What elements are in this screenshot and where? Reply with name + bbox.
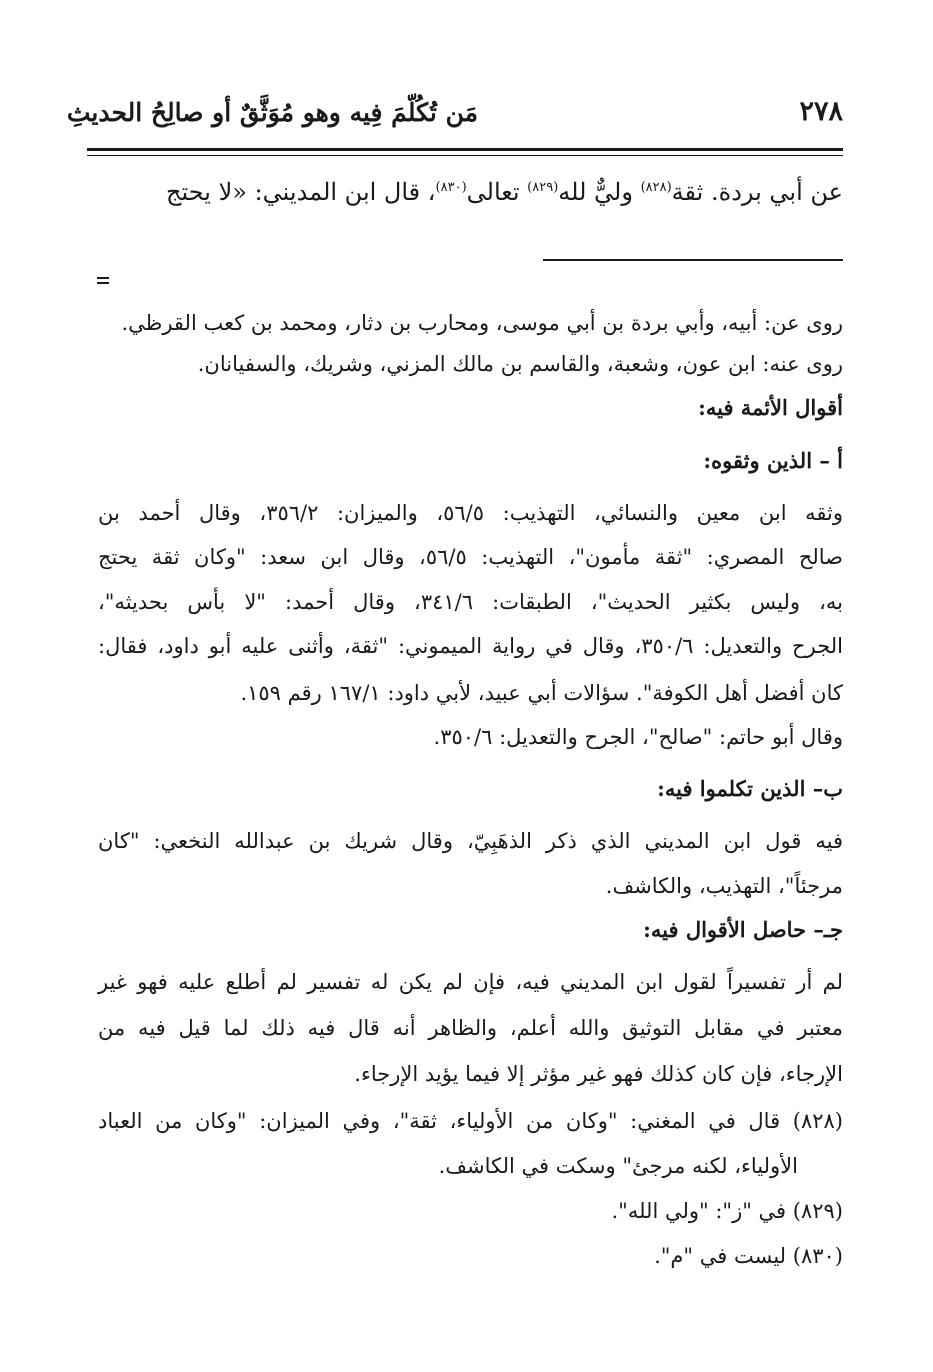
footnote-828-line1: (٨٢٨) قال في المغني: "وكان من الأولياء، ثقة"، وفي الميزان: "وكان من العباد: [98, 1109, 843, 1133]
main-text-part3: تعالى: [466, 178, 528, 206]
footnote-ref-828: (٨٢٨): [640, 180, 672, 195]
section-c-line: الإرجاء، فإن كان كذلك فهو غير مؤثر إلا فيما يؤيد الإرجاء.: [354, 1062, 843, 1086]
page-number: ٢٧٨: [799, 96, 843, 127]
section-a-line: صالح المصري: "ثقة مأمون"، التهذيب: ٥٦/٥، وقال ابن سعد: "وكان ثقة يحتج: [98, 545, 844, 569]
section-a-line: كان أفضل أهل الكوفة". سؤالات أبي عبيد، لأبي داود: ١٦٧/١ رقم ١٥٩.: [240, 681, 843, 705]
narrated-from: روى عن: أبيه، وأبي بردة بن أبي موسى، ومحارب بن دثار، ومحمد بن كعب القرظي.: [121, 311, 843, 335]
footnote-829: (٨٢٩) في "ز": "ولي الله".: [611, 1199, 843, 1223]
section-c-line: لم أر تفسيراً لقول ابن المديني فيه، فإن لم يكن له تفسير لم أطلع عليه فهو غير: [98, 970, 843, 994]
running-header-title: مَن تُكُلّمَ فِيه وهو مُوَثَّقٌ أو صالِحُ الحديثِ: [66, 98, 478, 127]
section-a-line: به، وليس بكثير الحديث"، الطبقات: ٣٤١/٦، وقال أحمد: "لا بأس بحديثه"،: [98, 590, 844, 614]
heading-section-b: ب– الذين تكلموا فيه:: [657, 776, 843, 801]
main-text-line: [166, 178, 843, 206]
section-c-line: معتبر في مقابل التوثيق والله أعلم، والظاهر أنه قال فيه ذلك لما قيل فيه من: [98, 1016, 843, 1040]
header-rule-thin: [87, 155, 843, 156]
footnote-ref-829: (٨٢٩): [527, 180, 559, 195]
narrated-by: روى عنه: ابن عون، وشعبة، والقاسم بن مالك المزني، وشريك، والسفيانان.: [197, 352, 843, 376]
footnote-ref-830: (٨٣٠): [435, 180, 467, 195]
section-b-line: مرجئاً"، التهذيب، والكاشف.: [605, 874, 843, 898]
main-text-part2: وليٌّ لله: [558, 178, 641, 206]
section-b-line: فيه قول ابن المديني الذي ذكر الذهَبِيّ، وقال شريك بن عبدالله النخعي: "كان: [98, 829, 843, 853]
section-a-line: وقال أبو حاتم: "صالح"، الجرح والتعديل: ٣٥٠/٦.: [433, 725, 843, 749]
footnote-separator: [543, 259, 843, 261]
section-a-line: الجرح والتعديل: ٣٥٠/٦، وقال في رواية الميموني: "ثقة، وأثنى عليه أبو داود، فقال:: [98, 634, 843, 658]
main-text-part1: عن أبي بردة. ثقة: [671, 178, 843, 206]
section-a-line: وثقه ابن معين والنسائي، التهذيب: ٥٦/٥، والميزان: ٣٥٦/٢، وقال أحمد بن: [98, 501, 843, 525]
footnote-830: (٨٣٠) ليست في "م".: [654, 1244, 843, 1268]
heading-section-a: أ – الذين وثقوه:: [703, 448, 843, 473]
main-text-part4: ، قال ابن المديني: «لا يحتج: [166, 178, 436, 206]
heading-imams-sayings: أقوال الأئمة فيه:: [698, 395, 843, 420]
heading-section-c: جـ– حاصل الأقوال فيه:: [643, 917, 843, 942]
continuation-mark: [97, 277, 109, 287]
header-rule-thick: [87, 148, 843, 151]
footnote-828-line2: الأولياء، لكنه مرجئ" وسكت في الكاشف.: [438, 1154, 798, 1178]
